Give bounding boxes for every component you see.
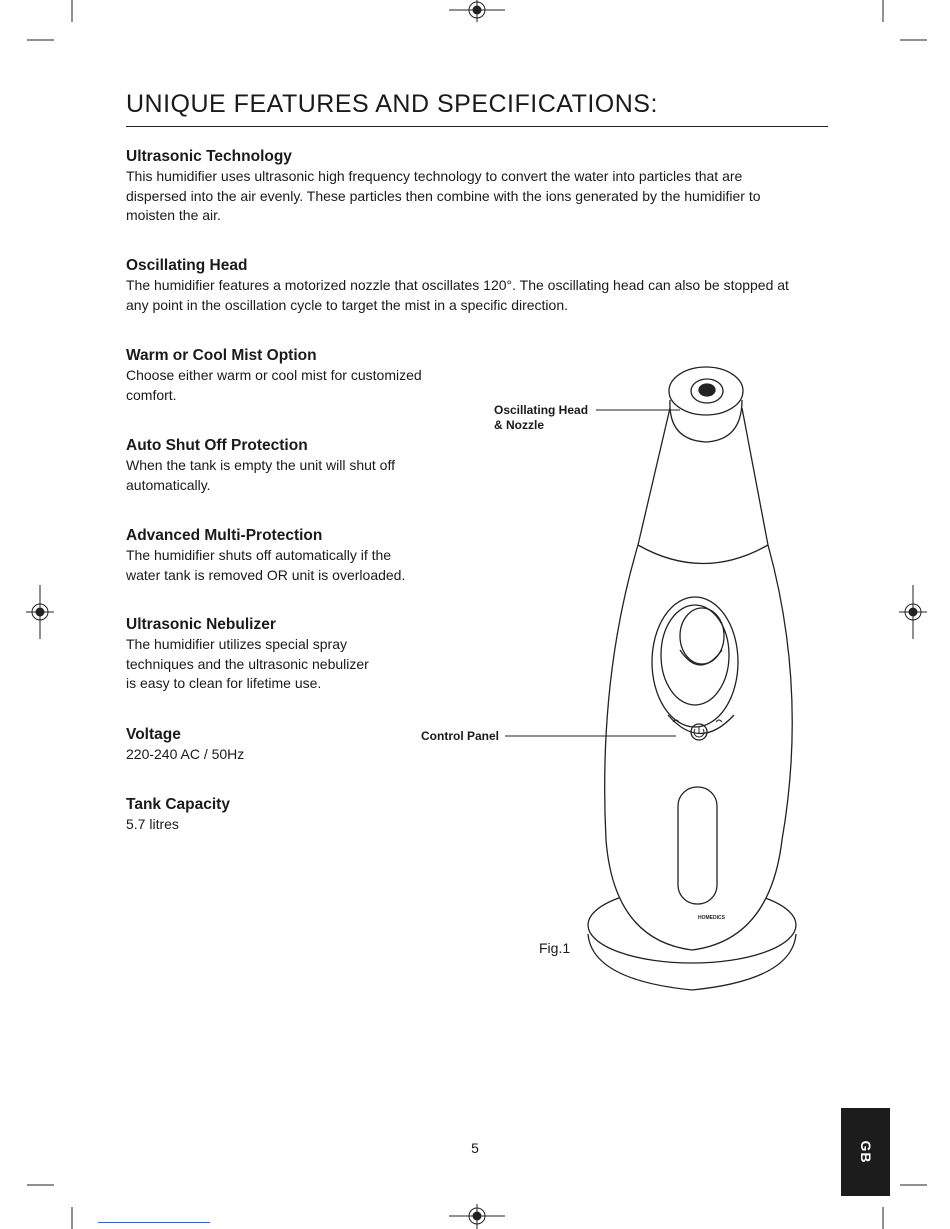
section-text: 220-240 AC / 50Hz [126, 746, 245, 762]
figure-caption: Fig.1 [539, 940, 571, 956]
link-underline [98, 1222, 210, 1223]
section-text: This humidifier uses ultrasonic high frequency technology to convert the water into particles that are dispersed into the air evenly. These particles then combine with the ions generated by the humidifier to moisten the air. [126, 168, 761, 223]
brand-logo: HOMEDICS [698, 915, 725, 921]
section-heading: Voltage [126, 726, 181, 743]
section-heading: Warm or Cool Mist Option [126, 347, 317, 364]
section-heading: Tank Capacity [126, 796, 230, 813]
section-text: The humidifier utilizes special spray techniques and the ultrasonic nebulizer is easy to clean for lifetime use. [126, 636, 369, 691]
section-text: Choose either warm or cool mist for customized comfort. [126, 367, 422, 403]
section-text: When the tank is empty the unit will shut off automatically. [126, 457, 395, 493]
section-heading: Oscillating Head [126, 257, 248, 274]
section-text: 5.7 litres [126, 816, 179, 832]
page-number: 5 [471, 1140, 479, 1156]
callout-control-panel: Control Panel [421, 729, 500, 743]
language-tab [841, 1108, 890, 1196]
language-tab-label: GB [857, 1140, 874, 1164]
section-text: The humidifier features a motorized nozzle that oscillates 120°. The oscillating head can also be stopped at any point in the oscillation cycle to target the mist in a specific direction. [126, 277, 789, 313]
section-heading: Auto Shut Off Protection [126, 437, 308, 454]
humidifier-body [605, 408, 793, 950]
nozzle-opening [699, 384, 715, 396]
section-text: The humidifier shuts off automatically if the water tank is removed OR unit is overloaded. [126, 547, 406, 583]
section-heading: Ultrasonic Technology [126, 148, 292, 165]
section-heading: Advanced Multi-Protection [126, 527, 323, 544]
page-title: UNIQUE FEATURES AND SPECIFICATIONS: [126, 90, 658, 118]
section-heading: Ultrasonic Nebulizer [126, 616, 276, 633]
callout-oscillating-head: Oscillating Head & Nozzle [494, 403, 589, 432]
